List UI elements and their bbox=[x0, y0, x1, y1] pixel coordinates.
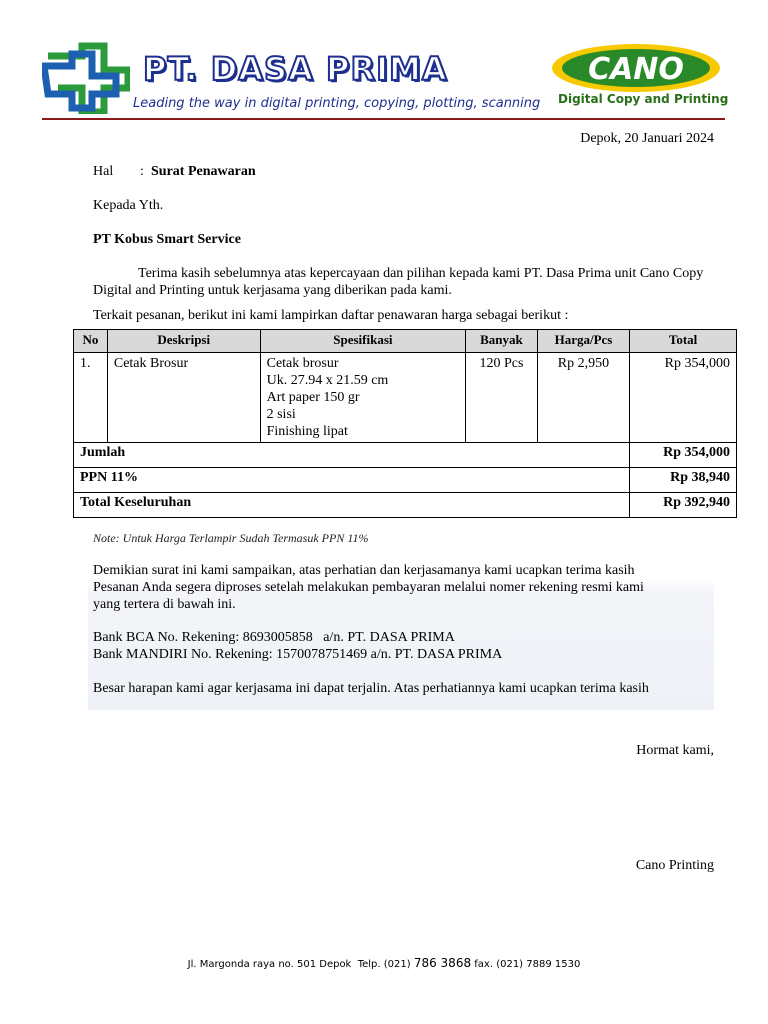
summary-value: Rp 354,000 bbox=[630, 443, 737, 468]
footer-address-text: Jl. Margonda raya no. 501 Depok Telp. (021) bbox=[187, 959, 414, 970]
row-quantity: 120 Pcs bbox=[466, 353, 538, 443]
header-total: Total bbox=[630, 330, 737, 353]
header-unit-price: Harga/Pcs bbox=[537, 330, 629, 353]
signature-name: Cano Printing bbox=[635, 858, 714, 873]
footer-phone: 786 3868 bbox=[413, 956, 472, 970]
footer-fax: fax. (021) 7889 1530 bbox=[471, 959, 581, 970]
row-total: Rp 354,000 bbox=[630, 353, 737, 443]
subject-colon: : bbox=[140, 164, 144, 179]
summary-label: Jumlah bbox=[74, 443, 630, 468]
intro-line: Terkait pesanan, berikut ini kami lampirkan daftar penawaran harga sebagai berikut : bbox=[93, 308, 569, 323]
bank-account-bca: Bank BCA No. Rekening: 8693005858 a/n. PT. DASA PRIMA bbox=[93, 630, 455, 645]
summary-value: Rp 392,940 bbox=[630, 493, 737, 518]
footer-address bbox=[0, 956, 768, 970]
row-unit-price: Rp 2,950 bbox=[537, 353, 629, 443]
closing-hope: Besar harapan kami agar kerjasama ini dapat terjalin. Atas perhatiannya kami ucapkan terima kasih bbox=[93, 681, 649, 696]
row-no: 1. bbox=[74, 353, 108, 443]
company-name: PT. DASA PRIMA bbox=[143, 50, 448, 88]
row-description: Cetak Brosur bbox=[107, 353, 260, 443]
closing-line: Demikian surat ini kami sampaikan, atas perhatian dan kerjasamanya kami ucapkan terima kasih bbox=[93, 563, 635, 578]
spec-line: 2 sisi bbox=[266, 407, 296, 422]
header-no: No bbox=[74, 330, 108, 353]
spec-line: Finishing lipat bbox=[266, 424, 348, 439]
row-specification bbox=[260, 353, 466, 443]
tax-note: Note: Untuk Harga Terlampir Sudah Termasuk PPN 11% bbox=[93, 531, 369, 545]
bank-account-mandiri: Bank MANDIRI No. Rekening: 1570078751469 a/n. PT. DASA PRIMA bbox=[93, 647, 503, 662]
letter-date: Depok, 20 Januari 2024 bbox=[580, 131, 714, 146]
summary-label: Total Keseluruhan bbox=[74, 493, 630, 518]
regards: Hormat kami, bbox=[636, 743, 714, 758]
cano-subtitle: Digital Copy and Printing bbox=[558, 92, 729, 106]
company-tagline: Leading the way in digital printing, copying, plotting, scanning bbox=[133, 96, 541, 111]
intro-paragraph: Terima kasih sebelumnya atas kepercayaan dan pilihan kepada kami PT. Dasa Prima unit Cano Copy Digital and Printing untuk kerjasama yang diberikan pada kami. bbox=[93, 266, 704, 298]
header-quantity: Banyak bbox=[466, 330, 538, 353]
table-row bbox=[74, 353, 737, 443]
cano-logo-icon bbox=[550, 42, 722, 94]
quotation-table bbox=[73, 329, 737, 518]
cano-brand-text: CANO bbox=[588, 52, 684, 87]
closing-line: yang tertera di bawah ini. bbox=[93, 597, 236, 612]
recipient-name: PT Kobus Smart Service bbox=[93, 232, 241, 247]
summary-row-subtotal bbox=[74, 443, 737, 468]
dasa-prima-logo-icon bbox=[42, 42, 130, 114]
summary-row-grand-total bbox=[74, 493, 737, 518]
subject-value: Surat Penawaran bbox=[151, 164, 256, 179]
spec-line: Cetak brosur bbox=[266, 356, 339, 371]
closing-line: Pesanan Anda segera diproses setelah melakukan pembayaran melalui nomer rekening resmi kami bbox=[93, 580, 644, 595]
recipient-greeting: Kepada Yth. bbox=[93, 198, 164, 213]
header-specification: Spesifikasi bbox=[260, 330, 466, 353]
header-description: Deskripsi bbox=[107, 330, 260, 353]
spec-line: Art paper 150 gr bbox=[266, 390, 360, 405]
subject-label: Hal bbox=[93, 164, 114, 179]
table-header-row bbox=[74, 330, 737, 353]
summary-value: Rp 38,940 bbox=[630, 468, 737, 493]
summary-row-tax bbox=[74, 468, 737, 493]
spec-line: Uk. 27.94 x 21.59 cm bbox=[266, 373, 389, 388]
summary-label: PPN 11% bbox=[74, 468, 630, 493]
header-divider bbox=[42, 118, 725, 120]
